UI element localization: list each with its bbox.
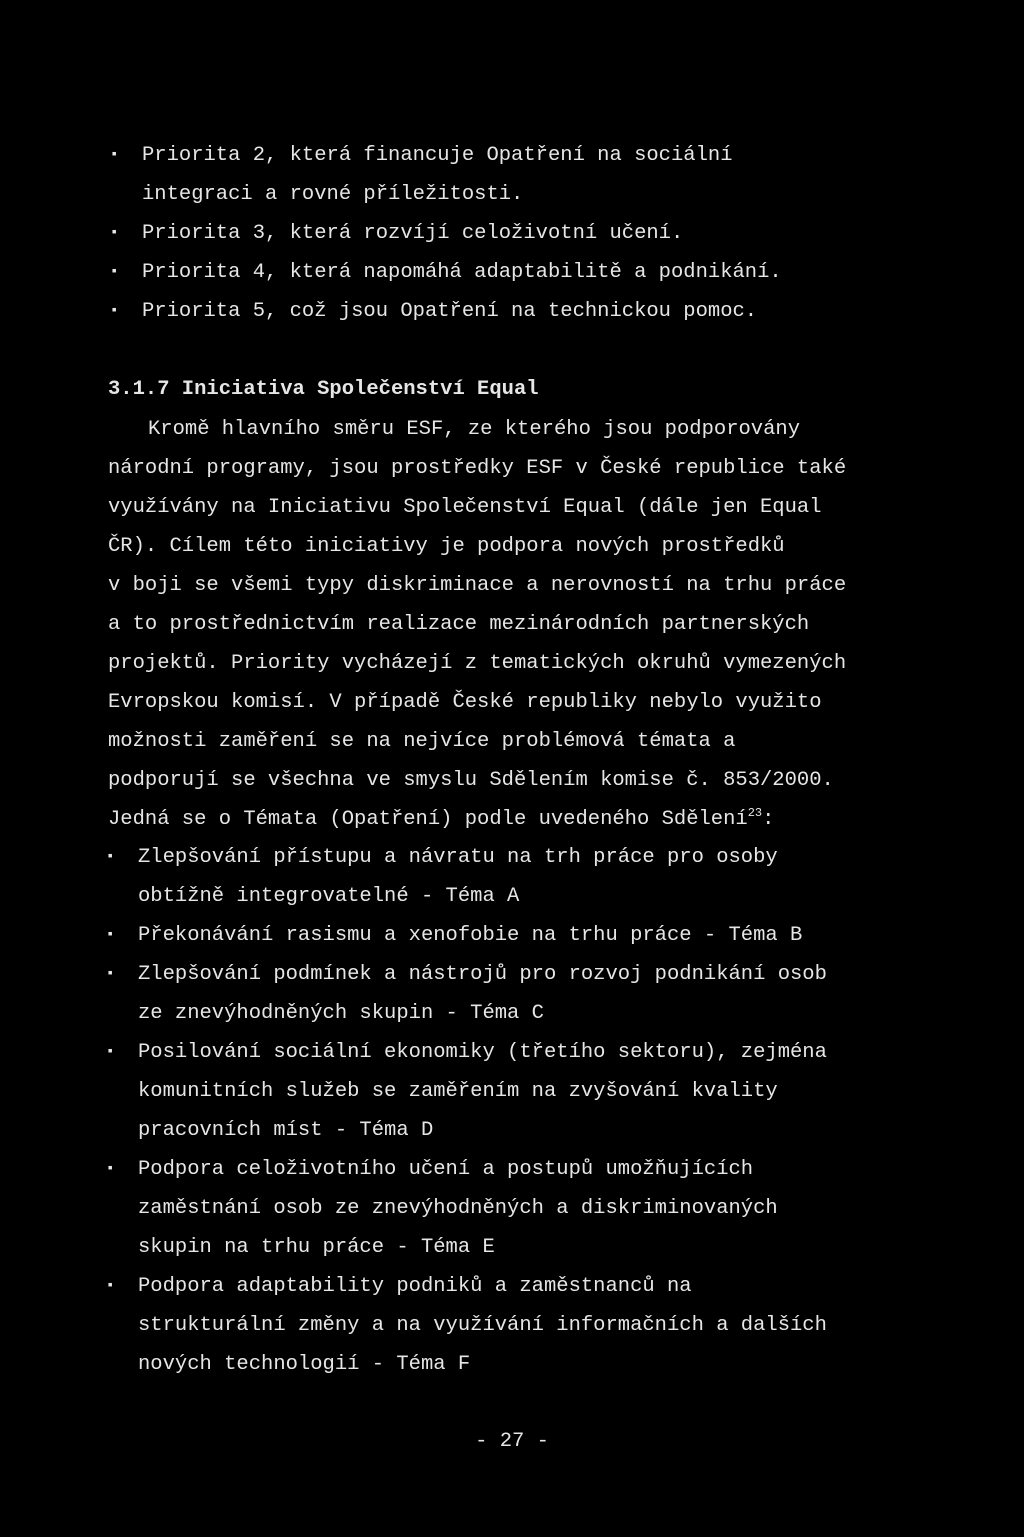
paragraph-line [108,761,938,800]
list-item-line: Priorita 4, která napomáhá adaptabilitě a podnikání. [142,261,782,284]
list-item-line: Posilování sociální ekonomiky (třetího sektoru), zejména [138,1041,827,1064]
list-item-line: Priorita 2, která financuje Opatření na sociální [142,144,733,167]
priority-list-item [108,292,938,331]
bullet-icon: ▪ [106,849,115,865]
bullet-icon: ▪ [106,966,115,982]
theme-list-item [104,955,944,1033]
paragraph-line-text: národní programy, jsou prostředky ESF v České republice také [108,457,847,480]
list-item-line: obtížně integrovatelné - Téma A [138,885,520,908]
list-item-line: skupin na trhu práce - Téma E [138,1236,495,1259]
paragraph-line-text: využívány na Iniciativu Společenství Equal (dále jen Equal [108,496,822,519]
bullet-icon: ▪ [106,1278,115,1294]
list-item-line: Zlepšování podmínek a nástrojů pro rozvoj podnikání osob [138,963,827,986]
paragraph-line [108,488,938,527]
paragraph-line-text: ČR). Cílem této iniciativy je podpora nových prostředků [108,535,785,558]
bullet-icon: ▪ [106,1044,115,1060]
section-paragraph [108,410,938,839]
theme-list-item [104,1267,944,1384]
paragraph-line-text: Evropskou komisí. V případě České republiky nebylo využito [108,691,822,714]
paragraph-line [108,722,938,761]
bullet-icon: ▪ [110,264,119,280]
priority-list-item [108,214,938,253]
theme-list [104,838,944,1384]
paragraph-line-text: možnosti zaměření se na nejvíce problémová témata a [108,730,736,753]
paragraph-line-text: podporují se všechna ve smyslu Sdělením komise č. 853/2000. [108,769,834,792]
theme-list-item [104,1033,944,1150]
list-item-line: ze znevýhodněných skupin - Téma C [138,1002,544,1025]
priority-list-item [108,253,938,292]
paragraph-line [108,683,938,722]
list-item-line: zaměstnání osob ze znevýhodněných a diskriminovaných [138,1197,778,1220]
list-item-line: nových technologií - Téma F [138,1353,471,1376]
theme-list-item [104,1150,944,1267]
colon: : [762,808,775,831]
list-item-line: Zlepšování přístupu a návratu na trh práce pro osoby [138,846,778,869]
list-item-line: Podpora celoživotního učení a postupů umožňujících [138,1158,754,1181]
priority-list [108,136,938,331]
list-item-line: pracovních míst - Téma D [138,1119,434,1142]
bullet-icon: ▪ [110,147,119,163]
section-heading: 3.1.7 Iniciativa Společenství Equal [108,378,539,401]
paragraph-line-text: a to prostřednictvím realizace mezinárodních partnerských [108,613,810,636]
list-item-line: Priorita 3, která rozvíjí celoživotní učení. [142,222,684,245]
paragraph-line [108,644,938,683]
list-item-line: Podpora adaptability podniků a zaměstnanců na [138,1275,692,1298]
paragraph-line [108,800,938,839]
paragraph-line-text: Kromě hlavního směru ESF, ze kterého jsou podporovány [148,418,801,441]
paragraph-line [108,605,938,644]
list-item-line: strukturální změny a na využívání informačních a dalších [138,1314,827,1337]
bullet-icon: ▪ [110,225,119,241]
theme-list-item [104,916,944,955]
theme-list-item [104,838,944,916]
paragraph-line-text: projektů. Priority vycházejí z tematických okruhů vymezených [108,652,847,675]
bullet-icon: ▪ [106,927,115,943]
paragraph-line [108,566,938,605]
list-item-line: Překonávání rasismu a xenofobie na trhu práce - Téma B [138,924,803,947]
list-item-line: integraci a rovné příležitosti. [142,183,524,206]
paragraph-line-text: Jedná se o Témata (Opatření) podle uvedeného Sdělení [108,808,748,831]
paragraph-line [108,449,938,488]
bullet-icon: ▪ [110,303,119,319]
paragraph-line-text: v boji se všemi typy diskriminace a nerovností na trhu práce [108,574,847,597]
paragraph-line [108,527,938,566]
footnote-reference: 23 [747,806,763,821]
list-item-line: komunitních služeb se zaměřením na zvyšování kvality [138,1080,778,1103]
paragraph-line [108,410,938,449]
list-item-line: Priorita 5, což jsou Opatření na technickou pomoc. [142,300,758,323]
bullet-icon: ▪ [106,1161,115,1177]
priority-list-item [108,136,938,214]
page-number: - 27 - [475,1430,549,1453]
